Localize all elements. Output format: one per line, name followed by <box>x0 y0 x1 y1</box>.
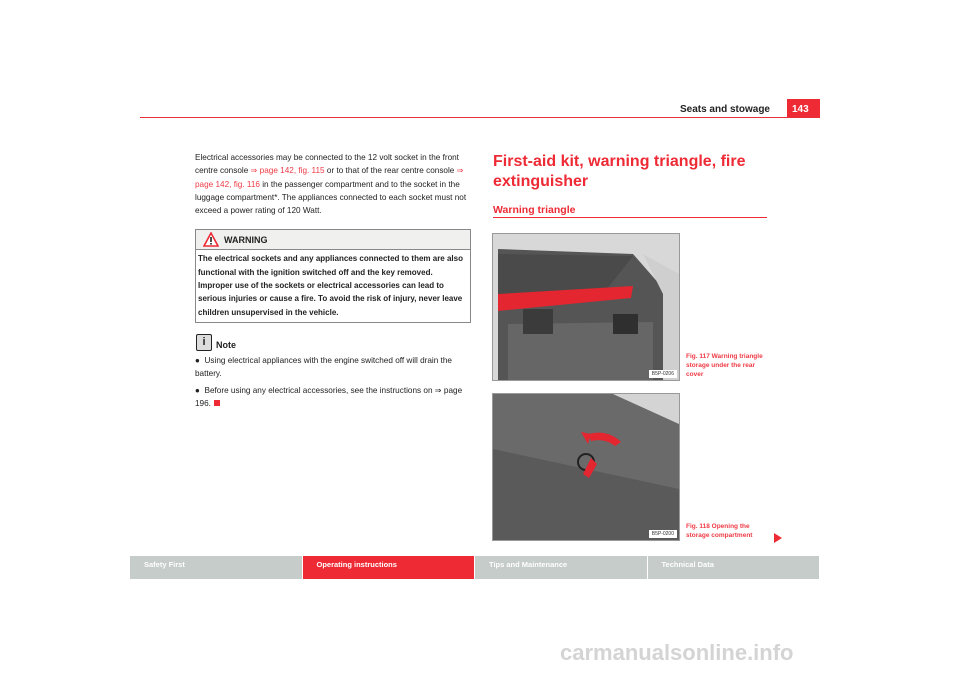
warning-icon <box>203 232 219 247</box>
text: Electrical accessories may be connected to the 12 volt socket in the front centre console <box>195 153 459 176</box>
text: in the passenger compartment and to the socket in the luggage compartment*. The appliances connected to each socket must not exceed a power rating of 120 Watt. <box>195 179 467 216</box>
left-column <box>195 151 471 413</box>
note-header <box>195 334 471 352</box>
text: Before using any electrical accessories, see the instructions on ⇒ page 196. <box>195 385 463 408</box>
info-icon: i <box>196 334 212 351</box>
figure-caption: Fig. 118 Opening the storage compartment <box>686 523 753 539</box>
warning-text: The electrical sockets and any appliances connected to them are also functional with the ignition switched off and the key removed. Improper use of the sockets or electrical accessories can lead to serious injuries or cause a fire. To avoid the risk of injury, never leave children unsupervised in the vehicle. <box>198 254 463 317</box>
warning-header <box>196 230 470 250</box>
right-column-heading <box>493 152 803 218</box>
tab-tips-and-maintenance[interactable]: Tips and Maintenance <box>475 556 648 579</box>
list-item: ● Before using any electrical accessories, see the instructions on ⇒ page 196. <box>195 385 463 408</box>
header-rule <box>140 117 820 118</box>
text: or to that of the rear centre console <box>324 166 457 176</box>
section-heading: First-aid kit, warning triangle, fire extinguisher <box>493 153 746 190</box>
page-link[interactable]: ⇒ page 142, fig. 115 <box>250 166 325 176</box>
note-list <box>195 354 471 413</box>
figure-storage-compartment <box>492 393 680 541</box>
end-mark-icon <box>214 400 220 406</box>
tab-safety-first[interactable]: Safety First <box>130 556 303 579</box>
tab-technical-data[interactable]: Technical Data <box>648 556 821 579</box>
intro-paragraph <box>195 151 471 217</box>
figure-code: B5P-0206 <box>649 370 677 378</box>
figure-code: B5P-0200 <box>649 530 677 538</box>
text: Using electrical appliances with the engine switched off will drain the battery. <box>195 355 452 379</box>
luggage-compartment-illustration <box>493 234 679 380</box>
section-title: Seats and stowage <box>679 104 770 115</box>
figure-luggage-compartment <box>492 233 680 381</box>
figure-caption: Fig. 117 Warning triangle storage under the rear cover <box>686 353 763 378</box>
subheading: Warning triangle <box>493 204 767 218</box>
warning-box <box>195 229 471 322</box>
watermark: carmanualsonline.info <box>560 640 794 665</box>
page-link[interactable]: ⇒ page 142, fig. 116 <box>195 166 464 189</box>
page-number: 143 <box>787 99 820 118</box>
footer-nav <box>130 556 820 579</box>
note-title: Note <box>216 339 236 350</box>
next-page-arrow-icon[interactable] <box>774 533 782 543</box>
storage-compartment-illustration <box>493 394 679 540</box>
warning-title: WARNING <box>224 235 268 246</box>
list-item: ● Using electrical appliances with the engine switched off will drain the battery. <box>195 355 452 379</box>
tab-operating-instructions[interactable]: Operating instructions <box>303 556 476 579</box>
